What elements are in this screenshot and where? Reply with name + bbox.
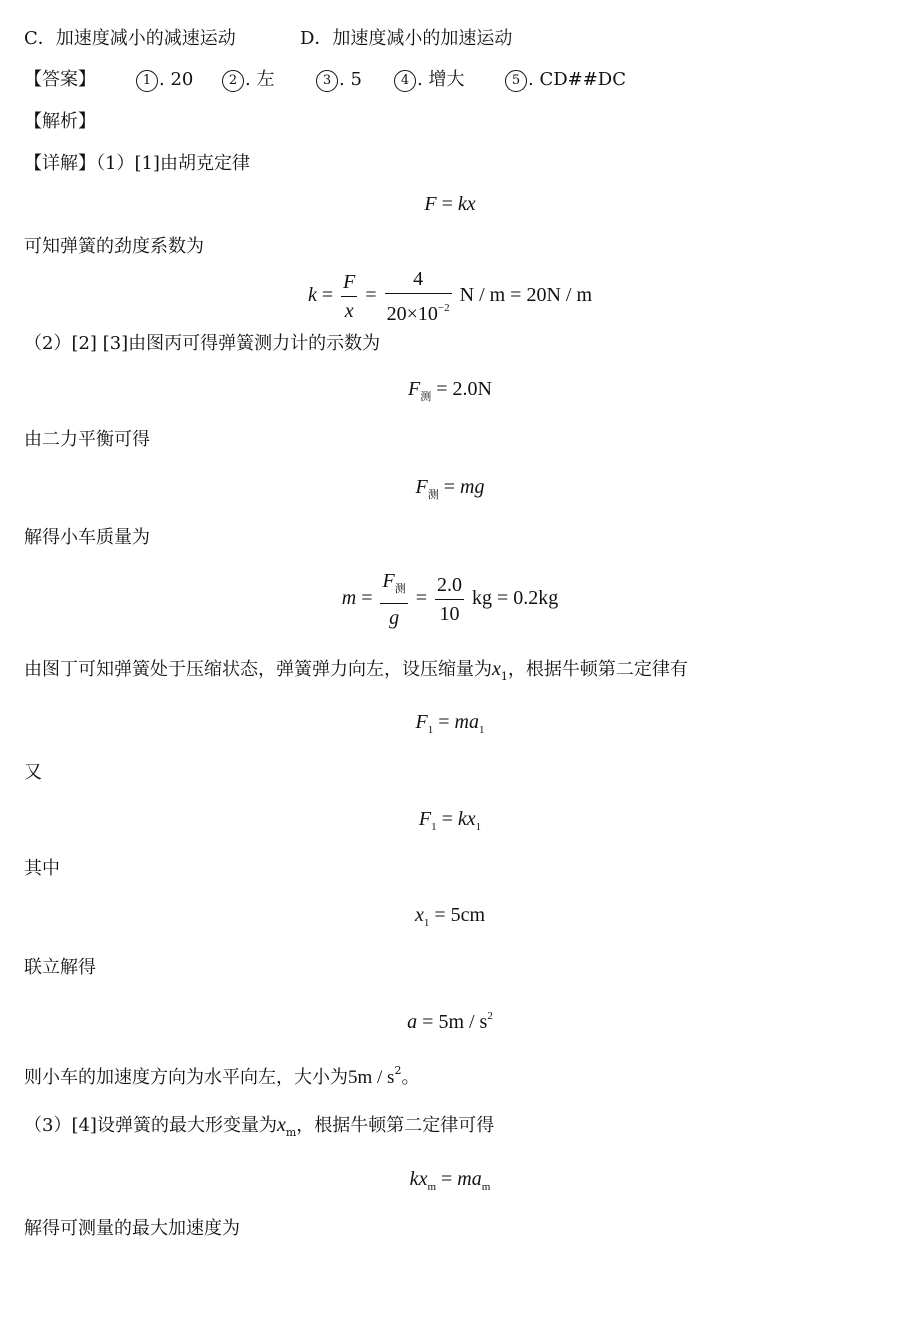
detail-label: 【详解】: [24, 153, 96, 174]
equation-max: $kx_m = ma_m$: [409, 1168, 491, 1193]
circled-number: 1: [136, 70, 158, 92]
analysis-label: 【解析】: [24, 111, 96, 132]
answer-label: 【答案】: [24, 69, 96, 90]
text-compression: 由图丁可知弹簧处于压缩状态，弹簧弹力向左，设压缩量为$x_1$，根据牛顿第二定律有: [24, 658, 688, 683]
text-coefficient: 可知弹簧的劲度系数为: [24, 236, 204, 257]
equation-hooke: F = kx: [424, 193, 476, 215]
part1-text: （1）[1]由胡克定律: [96, 153, 250, 174]
fraction: $\frac{F}{x}$: [341, 268, 357, 325]
text-balance: 由二力平衡可得: [24, 429, 150, 450]
text-direction: 则小车的加速度方向为水平向左，大小为$5m / s^2$。: [24, 1064, 420, 1088]
text-solve: 联立解得: [24, 957, 96, 978]
answer-value: . 5: [339, 69, 362, 90]
answer-item-1: [136, 68, 193, 92]
text-mass: 解得小车质量为: [24, 527, 150, 548]
answer-item-4: [394, 68, 464, 92]
circled-number: 2: [222, 70, 244, 92]
text-final: 解得可测量的最大加速度为: [24, 1218, 240, 1239]
fraction: $\frac{F_测}{g}$: [380, 567, 407, 632]
circled-number: 3: [316, 70, 338, 92]
equation-newton: $F_1 = ma_1$: [415, 711, 485, 736]
answer-value: . 20: [159, 69, 194, 90]
answer-item-5: [505, 68, 626, 92]
circled-number: 4: [394, 70, 416, 92]
circled-number: 5: [505, 70, 527, 92]
part3-text: （3）[4]设弹簧的最大形变量为$x_m$，根据牛顿第二定律可得: [24, 1114, 495, 1139]
equation-balance: $F_测$ = mg: [415, 476, 485, 501]
answer-item-3: [316, 68, 362, 92]
text-also: 又: [24, 762, 42, 783]
answer-value: . 左: [245, 69, 275, 90]
option-c: C．加速度减小的减速运动: [24, 28, 236, 49]
equation-reading: $F_测 = 2.0N$: [408, 378, 492, 403]
detail-intro: [24, 152, 250, 176]
text-where: 其中: [24, 858, 60, 879]
fraction: $\frac{4}{20\times 10^{-2}}$: [385, 265, 452, 328]
equation-spring-force: $F_1 = kx_1$: [418, 808, 482, 833]
fraction: $\frac{2.0}{10}$: [435, 571, 464, 628]
answer-item-2: [222, 68, 274, 92]
equation-stiffness: k = $\frac{F}{x}$ = $\frac{4}{20\times 10^{-2}}$ N / m = 20N / m: [0, 265, 900, 325]
equation-compression: $x_1 = 5cm$: [414, 904, 486, 929]
option-d: D．加速度减小的加速运动: [300, 28, 513, 49]
equation-mass: m = $\frac{F_测}{g}$ = $\frac{2.0}{10}$ kg = 0.2kg: [0, 566, 900, 630]
answer-value: . 增大: [417, 69, 465, 90]
equation-acceleration: $a = 5m / s^2$: [407, 1010, 493, 1033]
part2-text: （2）[2] [3]由图丙可得弹簧测力计的示数为: [24, 333, 381, 354]
answer-value: . CD##DC: [528, 69, 627, 90]
